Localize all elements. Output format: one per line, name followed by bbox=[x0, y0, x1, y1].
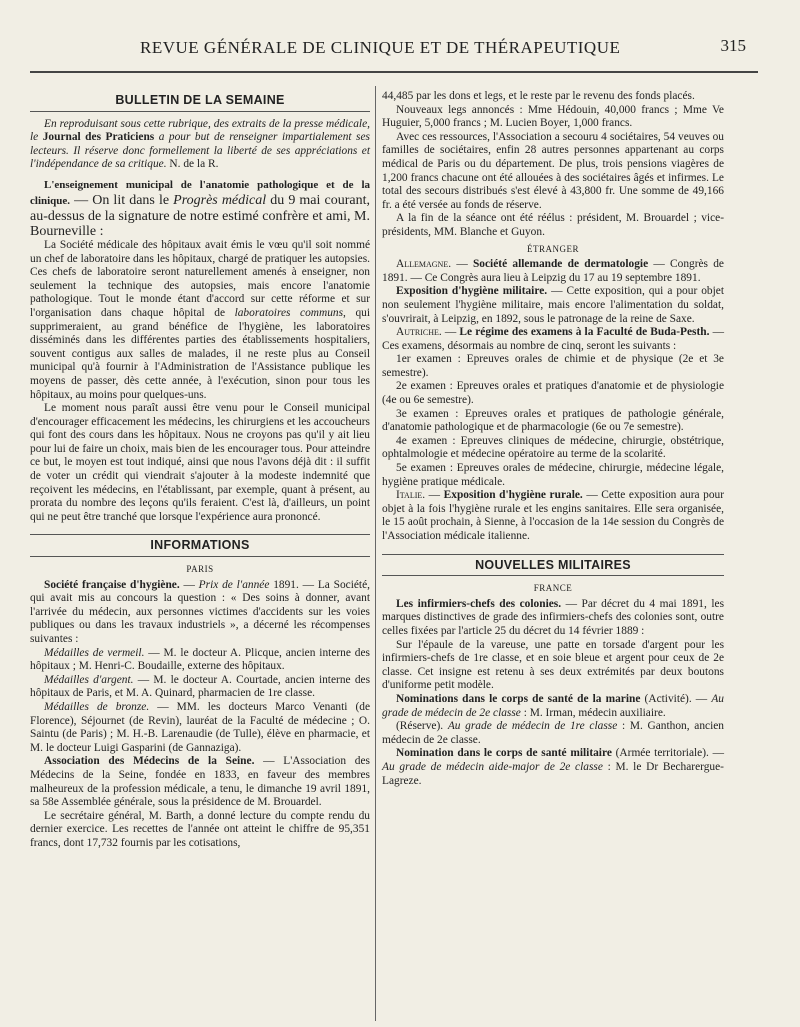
bulletin-rule bbox=[30, 111, 370, 112]
paris-heading: PARIS bbox=[186, 564, 214, 575]
amds-legs: Nouveaux legs annoncés : Mme Hédouin, 40,000 francs ; Mme Ve Huguier, 5,000 francs ; M. Lucien Boyer, 1,000 francs. bbox=[382, 103, 724, 130]
autriche-item: Autriche. — Le régime des examens à la Faculté de Buda-Pesth. — Ces examens, désormais au nombre de cinq, seront les suivants : bbox=[382, 326, 724, 352]
page-number: 315 bbox=[720, 36, 746, 55]
exam-2: 2e examen : Epreuves orales et pratiques d'anatomie et de physiologie (4e ou 6e semestre). bbox=[382, 380, 724, 407]
nominations-marine: Nominations dans le corps de santé de la marine (Activité). — Au grade de médecin de 2e classe : M. Irman, médecin auxiliaire. bbox=[382, 692, 724, 719]
exam-3: 3e examen : Epreuves orales et pratiques de pathologie générale, d'anatomie pathologique et de pharmacologie (6e ou 7e semestre). bbox=[382, 407, 724, 434]
amds-continued: 44,485 par les dons et legs, et le reste par le revenu des fonds placés. bbox=[382, 90, 695, 102]
bulletin-paragraph-2: Le moment nous paraît aussi être venu pour le Conseil municipal d'encourager efficacement les médecins, les chirurgiens et les accoucheurs qui font des cours dans les hôpitaux. Nous ne croyons pas qu'il y ait lieu pour lui de faire un choix, mais bien de les encourager tous. Pour atteindre ce but, le moyen est tout indiqué, ainsi que nous l'avons déjà dit : il suffit de voter un crédit qui viendrait s'ajouter à la modeste indemnité que reçoivent les médecins, en l'établissant, par exemple, quant à présent, au prorata du nombre des leçons qu'ils feraient. C'est là, d'ailleurs, un point qui ne peut être tranché que lorsque l'expérience aura prononcé. bbox=[30, 402, 370, 523]
infirmiers-detail: Sur l'épaule de la vareuse, une patte en torsade d'argent pour les infirmiers-chefs de 1re classe, et en soie bleue et argent pour ceux de 2e classe. Cet insigne est retenu à ses deux extrémités par deux boutons d'uniforme petit modèle. bbox=[382, 638, 724, 692]
infirmiers-item: Les infirmiers-chefs des colonies. — Par décret du 4 mai 1891, les marques distinctives de grade des infirmiers-chefs des colonies sont, outre celles fixées par l'article 25 du décret du 14 février 1889 : bbox=[382, 597, 725, 637]
sfh-item: Société française d'hygiène. — Prix de l'année 1891. — La Société, qui avait mis au concours la question : « Des soins à donner, avant l'arrivée du médecin, aux personnes victimes d'accidents sur les voies publiques ou dans les travaux industriels », a décerné les récompenses suivantes : bbox=[30, 578, 370, 645]
etranger-heading: ÉTRANGER bbox=[527, 243, 579, 254]
right-column bbox=[382, 90, 724, 788]
section-separator bbox=[382, 554, 724, 555]
left-column bbox=[30, 90, 370, 851]
column-divider bbox=[375, 86, 376, 1021]
amds-ressources: Avec ces ressources, l'Association a secouru 4 sociétaires, 54 veuves ou familles de sociétaires, enfin 28 autres personnes appartenant au corps médical de Paris ou du département. De plus, trois pensions viagères de 1,200 francs chacune ont été allouées à des sociétaires âgés et infirmes. Le total des secours distribués s'est élevé à 43,800 fr. Une somme de 49,166 fr. a été versée au fonds de réserve. bbox=[382, 130, 724, 211]
medals-bronze: Médailles de bronze. — MM. les docteurs Marco Venanti (de Florence), Séjournet (de Revin), lauréat de la Faculté de médecine ; O. Saintu (de Paris) ; M. H.-B. Larenaudie (de Tulle), élève en pharmacie, et M. le docteur Luigi Gasparini (de Gannaziga). bbox=[30, 700, 371, 754]
informations-title: INFORMATIONS bbox=[150, 538, 250, 553]
expo-militaire-item: Exposition d'hygiène militaire. — Cette exposition, qui a pour objet non seulement l'hygiène militaire, mais encore l'alimentation du soldat, s'ouvrirait, à Leipzig, en 1892, sous le patronage de la reine de Saxe. bbox=[382, 285, 724, 325]
nomination-militaire: Nomination dans le corps de santé militaire (Armée territoriale). — Au grade de médecin aide-major de 2e classe : M. le Dr Becharergue-Lagreze. bbox=[382, 747, 724, 787]
header-rule bbox=[30, 71, 758, 73]
exam-4: 4e examen : Epreuves cliniques de médecine, chirurgie, obstétrique, ophtalmologie et médecine opératoire au terme de la scolarité. bbox=[382, 434, 724, 461]
amds-item: Association des Médecins de la Seine. — L'Association des Médecins de la Seine, fondée en 1833, en faveur des membres malheureux de la profession médicale, a tenu, le dimanche 19 avril 1891, sa 58e Assemblée générale, sous la présidence de M. Brouardel. bbox=[30, 755, 370, 809]
page-header bbox=[30, 36, 770, 76]
running-title: REVUE GÉNÉRALE DE CLINIQUE ET DE THÉRAPEUTIQUE bbox=[140, 38, 621, 57]
exam-1: 1er examen : Epreuves orales de chimie et de physique (2e et 3e semestre). bbox=[382, 353, 724, 379]
amds-report: Le secrétaire général, M. Barth, a donné lecture du compte rendu du dernier exercice. Les recettes de l'année ont atteint le chiffre de 95,351 francs, dont 17,732 fournis par les cotisations, bbox=[30, 809, 370, 849]
section-separator bbox=[30, 534, 370, 535]
nominations-marine-reserve: (Réserve). Au grade de médecin de 1re classe : M. Ganthon, ancien médecin de 2e classe. bbox=[382, 720, 724, 746]
medals-vermeil: Médailles de vermeil. — M. le docteur A. Plicque, ancien interne des hôpitaux ; M. Henri-C. Boudaille, externe des hôpitaux. bbox=[30, 646, 370, 673]
amds-reelus: A la fin de la séance ont été réélus : président, M. Brouardel ; vice-présidents, MM. Blanche et Guyon. bbox=[382, 212, 724, 238]
allemagne-item: Allemagne. — Société allemande de dermatologie — Congrès de 1891. — Ce Congrès aura lieu à Leipzig du 17 au 19 septembre 1891. bbox=[382, 258, 724, 284]
italie-item: Italie. — Exposition d'hygiène rurale. — Cette exposition aura pour objet à la fois l'hygiène rurale et les engins sanitaires. Elle sera organisée, le 15 août prochain, à Sienne, à l'occasion de la 14e session du Congrès de l'Association médicale italienne. bbox=[382, 489, 724, 542]
bulletin-paragraph-1: La Société médicale des hôpitaux avait émis le vœu qu'il soit nommé un chef de laboratoire dans les hôpitaux, chargé de pratiquer les autopsies. Ces chefs de laboratoire seront naturellement amenés à enseigner, non seulement la technique des autopsies, mais encore l'anatomie pathologique. Tout le monde étant d'accord sur cette réforme et sur l'organisation dans chaque hôpital de laboratoires communs, qui supprimeraient, au grand bénéfice de l'hygiène, les laboratoires disséminés dans les différentes parties des établissements hospitaliers, souvent contigus aux salles de malades, il ne reste plus au Conseil municipal qu'à fournir à l'Administration de l'Assistance publique les moyens de passer, dès cette année, à l'exécution, sinon pour tous les hôpitaux, au moins pour quelques-uns. bbox=[30, 238, 370, 401]
militaires-title: NOUVELLES MILITAIRES bbox=[475, 557, 631, 572]
bulletin-article-lead: L'enseignement municipal de l'anatomie pathologique et de la clinique. — On lit dans le Progrès médical du 9 mai courant, au-dessus de la signature de notre estimé confrère et ami, M. Bourneville : bbox=[30, 178, 370, 239]
france-heading: FRANCE bbox=[533, 583, 573, 594]
militaires-rule bbox=[382, 575, 724, 576]
exam-5: 5e examen : Epreuves orales de médecine, chirurgie, médecine légale, hygiène pratique médicale. bbox=[382, 462, 724, 488]
bulletin-intro: En reproduisant sous cette rubrique, des extraits de la presse médicale, le Journal des Praticiens a pour but de renseigner impartialement ses lecteurs. Il réserve donc formellement la liberté de ses appréciations et l'indépendance de sa critique. N. de la R. bbox=[30, 117, 370, 171]
informations-rule bbox=[30, 556, 370, 557]
bulletin-title: BULLETIN DE LA SEMAINE bbox=[115, 93, 285, 107]
medals-argent: Médailles d'argent. — M. le docteur A. Courtade, ancien interne des hôpitaux de Paris, et M. A. Quinard, pharmacien de 1re classe. bbox=[30, 673, 371, 700]
